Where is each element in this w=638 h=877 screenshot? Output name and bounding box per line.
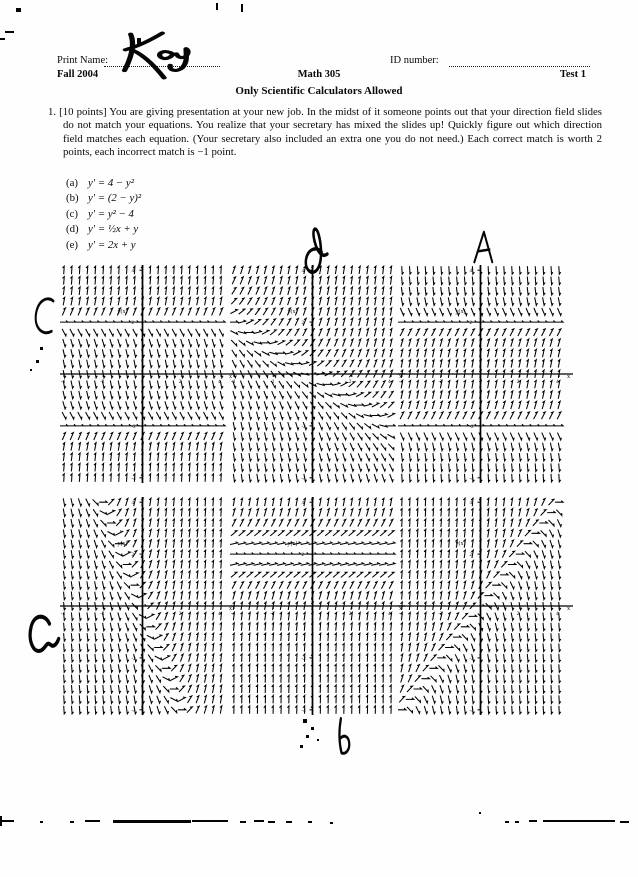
scan-speck (543, 820, 615, 822)
x-tick-label: 2 (178, 612, 182, 617)
x-tick-label: 2 (348, 612, 352, 617)
scan-speck (303, 719, 307, 723)
scan-speck (300, 745, 303, 748)
equation-list (66, 176, 141, 253)
y-tick-label: -2 (301, 424, 306, 430)
x-tick-label: -4 (230, 612, 236, 617)
x-tick-label: -2 (438, 380, 443, 385)
scan-speck (241, 4, 243, 12)
x-tick-label: 4 (388, 612, 391, 617)
scan-speck (192, 820, 228, 822)
equation-expression: y′ = ½x + y (88, 223, 139, 236)
question-number: 1. (48, 106, 57, 118)
y-tick-label: 2 (131, 321, 134, 327)
scan-speck (36, 360, 39, 363)
scan-speck (40, 347, 43, 350)
y-tick-label: -2 (131, 656, 136, 662)
x-tick-label: 2 (516, 380, 520, 385)
direction-field-plot-bottom-right (398, 497, 577, 715)
y-tick-label: 2 (469, 321, 472, 327)
y-tick-label: -4 (131, 476, 136, 482)
scan-speck (505, 821, 509, 823)
scan-speck (306, 735, 309, 738)
x-tick-label: -2 (100, 380, 105, 385)
x-tick-label: 2 (516, 612, 520, 617)
y-tick-label: 2 (301, 321, 304, 327)
y-tick-label: 4 (469, 269, 472, 275)
equation-label: (a) (66, 177, 78, 189)
direction-field-plot-top-middle (230, 265, 409, 483)
x-axis-label: x (567, 374, 570, 380)
equation-expression: y′ = y² − 4 (88, 207, 134, 220)
x-tick-label: 4 (556, 380, 559, 385)
direction-field-plot-top-left (60, 265, 239, 483)
scan-speck (0, 38, 5, 40)
x-tick-label: -2 (270, 380, 275, 385)
calculator-notice: Only Scientific Calculators Allowed (235, 85, 403, 97)
x-tick-label: 4 (218, 380, 221, 385)
x-tick-label: 4 (388, 380, 391, 385)
y-tick-label: 2 (301, 553, 304, 559)
print-name-label: Print Name: (57, 55, 109, 66)
scan-speck (30, 369, 32, 371)
print-name-line (104, 54, 220, 67)
x-axis-label: x (229, 606, 232, 612)
equation-label: (d) (66, 223, 79, 236)
x-axis-label: x (399, 374, 402, 380)
x-tick-label: -2 (270, 612, 275, 617)
handwritten-answer-b (330, 716, 362, 763)
id-number-label: ID number: (390, 55, 439, 66)
equation-expression: y′ = 2x + y (88, 238, 136, 251)
course-title: Math 305 (297, 69, 341, 80)
x-tick-label: -4 (230, 380, 236, 385)
scan-speck (268, 821, 275, 823)
equation-label: (e) (66, 238, 78, 251)
scan-speck (479, 812, 481, 814)
scan-speck (286, 821, 292, 823)
scan-speck (620, 821, 629, 823)
direction-field-plot-bottom-middle (230, 497, 409, 715)
x-tick-label: -4 (398, 380, 404, 385)
y-tick-label: -2 (469, 656, 474, 662)
y-tick-label: -4 (301, 708, 306, 714)
x-tick-label: -4 (60, 380, 66, 385)
question-1 (48, 106, 602, 160)
equation-expression: y′ = (2 − y)² (88, 192, 142, 205)
y-tick-label: -4 (301, 476, 306, 482)
scan-speck (137, 38, 141, 44)
handwritten-answer-C (30, 296, 60, 343)
x-tick-label: -4 (398, 612, 404, 617)
y-tick-label: 4 (301, 501, 304, 507)
x-tick-label: 4 (218, 612, 221, 617)
y-axis-label: y(x) (455, 309, 466, 316)
x-tick-label: 4 (556, 612, 559, 617)
equation-d (66, 222, 141, 237)
equation-label: (b) (66, 192, 79, 205)
equation-e (66, 238, 141, 253)
y-tick-label: -2 (301, 656, 306, 662)
scan-speck (317, 739, 319, 741)
equation-expression: y′ = 4 − y² (88, 177, 134, 189)
x-axis-label: x (229, 374, 232, 380)
y-axis-label: y(x) (455, 541, 466, 548)
handwritten-answer-A (471, 229, 499, 270)
y-axis-label: y(x) (287, 309, 298, 316)
scan-speck (70, 821, 74, 823)
x-tick-label: 2 (178, 380, 182, 385)
scan-speck (330, 822, 333, 824)
y-tick-label: -2 (469, 424, 474, 430)
y-tick-label: 4 (469, 501, 472, 507)
question-text: [10 points] You are giving presentation at your new job. In the midst of it someone points out that your direction field slides do not match your equations. You realize that your secretary has mixed the slides up! Quickly figure out which direction field matches each equation. (Your secretary also included an extra one you do not need.) Each correct match is worth 2 points, each incorrect match is −1 point. (59, 106, 603, 159)
direction-field-plot-top-right (398, 265, 577, 483)
y-tick-label: 4 (131, 501, 134, 507)
y-tick-label: -2 (131, 424, 136, 430)
y-tick-label: 4 (301, 269, 304, 275)
scan-speck (85, 820, 100, 822)
x-tick-label: -4 (60, 612, 66, 617)
scan-speck (5, 31, 14, 33)
y-tick-label: 2 (469, 553, 472, 559)
id-number-line (449, 54, 590, 67)
x-tick-label: 2 (348, 380, 352, 385)
equation-b (66, 191, 141, 206)
scan-speck (529, 820, 537, 822)
y-tick-label: 2 (131, 553, 134, 559)
x-tick-label: -2 (438, 612, 443, 617)
scan-speck (40, 821, 43, 823)
x-tick-label: -2 (100, 612, 105, 617)
x-axis-label: x (399, 606, 402, 612)
y-axis-label: y(x) (287, 541, 298, 548)
scan-speck (240, 821, 246, 823)
y-tick-label: -4 (469, 476, 474, 482)
test-number: Test 1 (559, 69, 586, 80)
x-axis-label: x (567, 606, 570, 612)
scan-speck (308, 821, 312, 823)
y-axis-label: y(x) (117, 541, 128, 548)
y-axis-label: y(x) (117, 309, 128, 316)
direction-field-plot-bottom-left (60, 497, 239, 715)
equation-a (66, 176, 141, 191)
scan-speck (0, 820, 14, 822)
scan-speck (216, 3, 218, 10)
y-tick-label: -4 (131, 708, 136, 714)
y-tick-label: 4 (131, 269, 134, 275)
scan-speck (254, 820, 264, 822)
scan-speck (16, 8, 21, 12)
scan-speck (515, 821, 519, 823)
equation-c (66, 207, 141, 222)
scan-speck (311, 727, 314, 730)
equation-label: (c) (66, 207, 78, 220)
term-label: Fall 2004 (57, 69, 99, 80)
scan-speck (113, 820, 191, 823)
y-tick-label: -4 (469, 708, 474, 714)
